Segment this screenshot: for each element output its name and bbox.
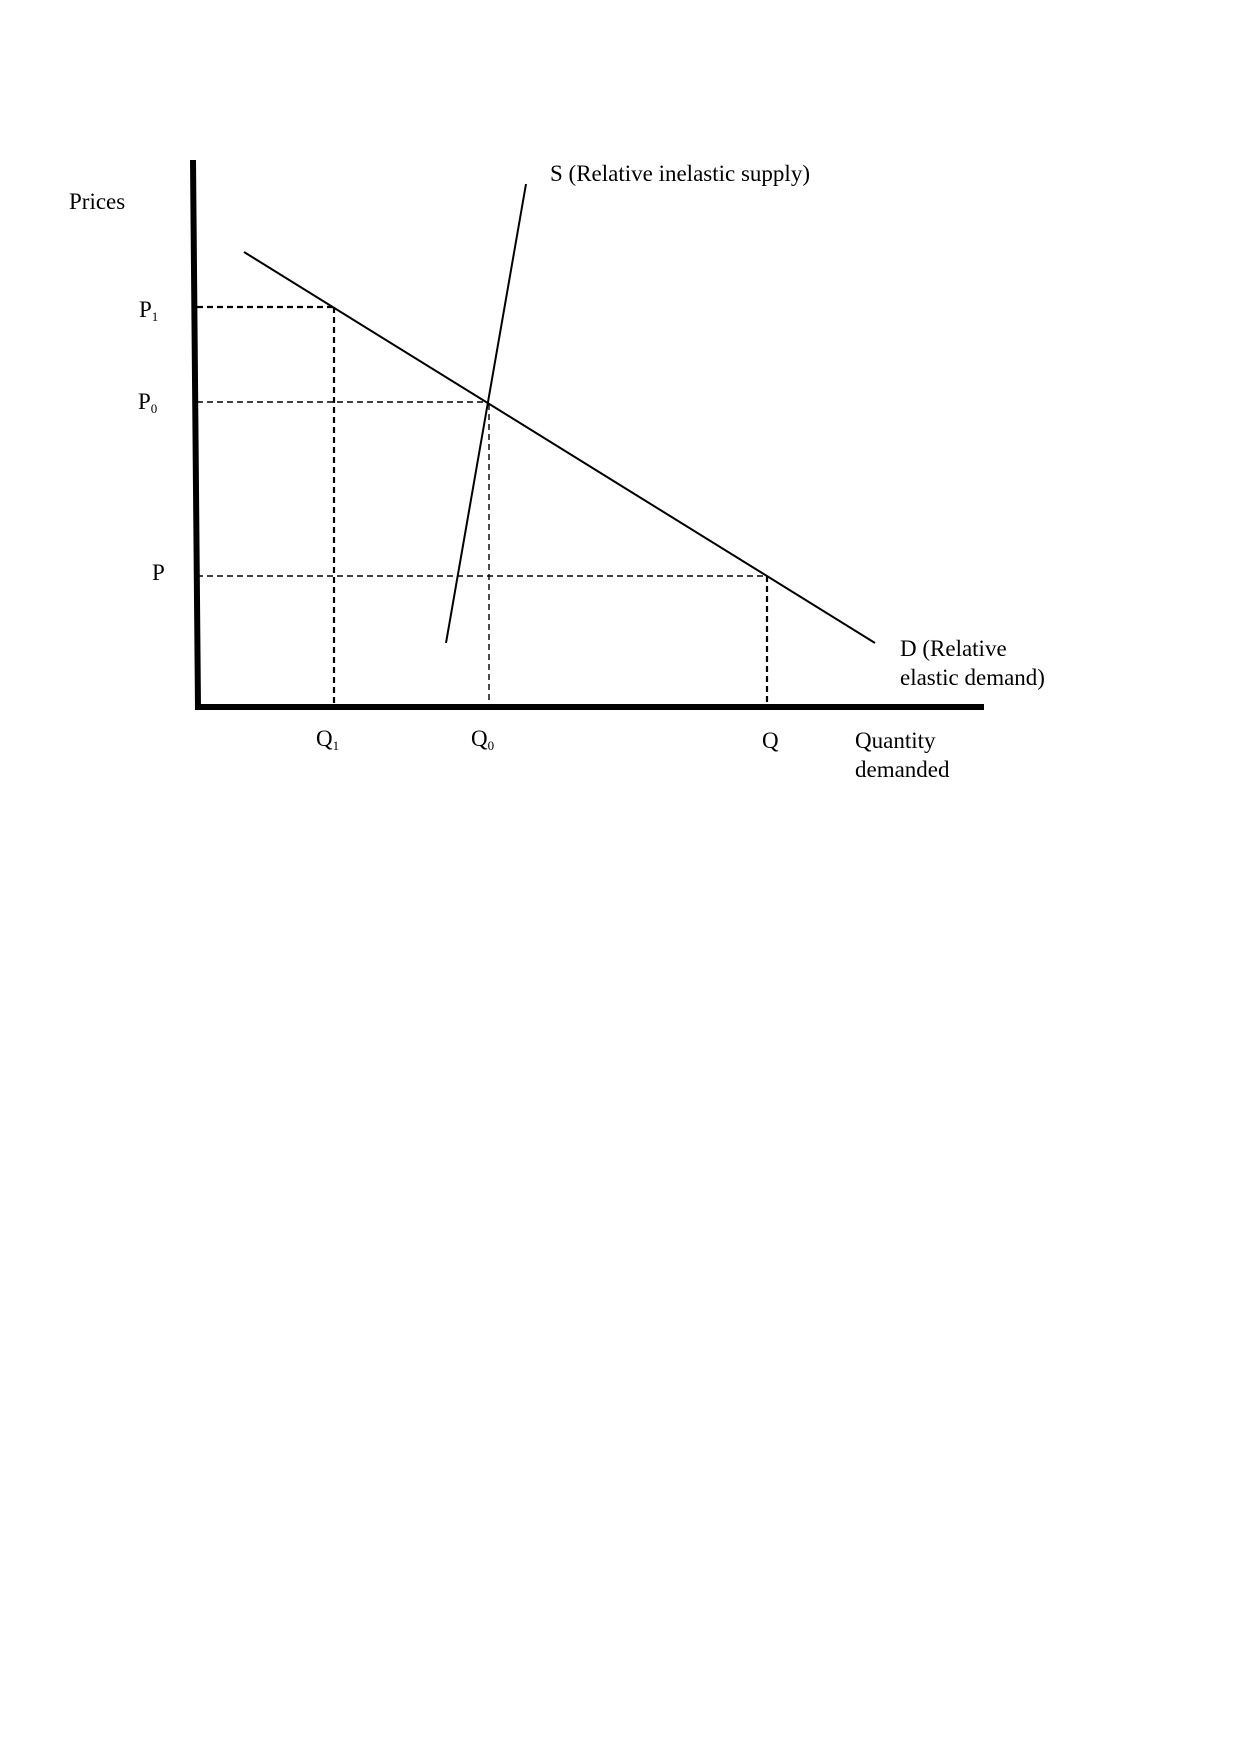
supply-curve bbox=[446, 184, 526, 643]
x-axis-label: Quantity demanded bbox=[855, 728, 950, 782]
price-tick-p0: P0 bbox=[138, 389, 158, 416]
supply-curve-label: S (Relative inelastic supply) bbox=[550, 161, 810, 186]
demand-curve-label: D (Relative elastic demand) bbox=[900, 636, 1045, 690]
quantity-tick-q1: Q1 bbox=[316, 726, 340, 753]
price-tick-p1: P1 bbox=[139, 297, 159, 324]
y-axis-label: Prices bbox=[69, 189, 126, 214]
y-axis bbox=[193, 160, 198, 708]
quantity-tick-q0: Q0 bbox=[471, 726, 495, 753]
demand-curve bbox=[244, 252, 875, 643]
quantity-tick-q: Q bbox=[762, 728, 779, 753]
price-tick-p: P bbox=[152, 560, 165, 585]
